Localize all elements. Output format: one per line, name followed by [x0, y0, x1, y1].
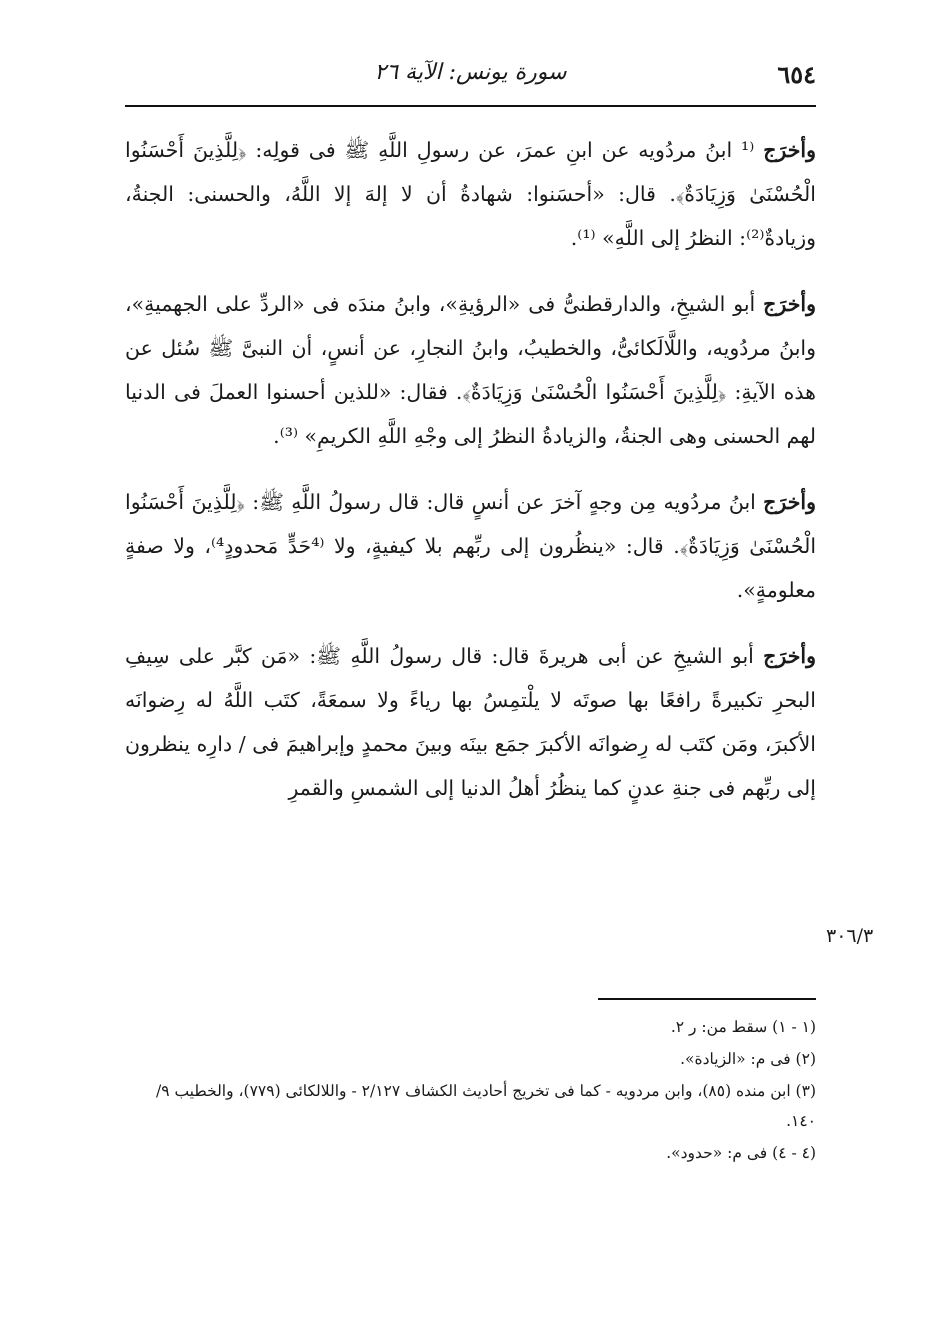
paragraph — [125, 282, 816, 458]
paragraph-text: ابنُ مردُويه مِن وجهٍ آخرَ عن أنسٍ قال: قال رسولُ اللَّهِ ﷺ: ﴿لِلَّذِينَ أَحْسَنُوا الْحُسْنَىٰ وَزِيَادَةٌ﴾. قال: «ينظُرون إلى ربِّهم بلا كيفيةٍ، ولا ⁽⁴حَدٍّ مَحدودٍ⁴⁾، ولا صفةٍ معلومةٍ». — [125, 490, 817, 602]
paragraph-text: أبو الشيخِ عن أبى هريرةَ قال: قال رسولُ اللَّهِ ﷺ: «مَن كبَّر على سِيفِ البحرِ تكبيرةً رافعًا بها صوتَه لا يلْتمِسُ بها رياءً ولا سمعَةً، كتَب اللَّهُ له رِضوانَه الأكبرَ، ومَن كتَب له رِضوانَه الأكبرَ جمَع بينَه وبينَ محمدٍ وإبراهيمَ فى / دارِه ينظرون إلى ربِّهم فى جنةِ عدنٍ كما ينظُرُ أهلُ الدنيا إلى الشمسِ والقمرِ — [125, 644, 816, 800]
footnote-rule — [598, 998, 816, 1000]
paragraph-lead: وأخرَج — [763, 644, 816, 668]
footnote: (٣) ابن منده (٨٥)، وابن مردويه - كما فى تخريج أحاديث الكشاف ٢/١٢٧ - واللالكائى (٧٧٩)، والخطيب ٩/ ١٤٠. — [155, 1082, 816, 1130]
paragraph-lead: وأخرَج — [763, 292, 816, 316]
margin-reference: ٣٠٦/٣ — [826, 925, 874, 947]
footnote: (٢) فى م: «الزيادة». — [680, 1050, 816, 1068]
footnote: (٤ - ٤) فى م: «حدود». — [666, 1144, 816, 1162]
paragraph — [125, 128, 816, 260]
footnote: (١ - ١) سقط من: ر ٢. — [670, 1018, 816, 1036]
page-number: ٦٥٤ — [777, 60, 816, 89]
page-header — [125, 58, 816, 98]
main-text — [125, 128, 816, 832]
paragraph-text: ⁽¹ ابنُ مردُويه عن ابنِ عمرَ، عن رسولِ اللَّهِ ﷺ فى قولِه: ﴿لِلَّذِينَ أَحْسَنُوا الْحُسْنَىٰ وَزِيَادَةٌ﴾. قال: «أحسَنوا: شهادةُ أن لا إلهَ إلا اللَّهُ، والحسنى: الجنةُ، وزيادةٌ⁽²⁾: النظرُ إلى اللَّهِ» ⁽¹⁾. — [125, 138, 816, 250]
paragraph — [125, 480, 816, 612]
footnotes — [125, 1012, 816, 1170]
paragraph-text: أبو الشيخِ، والدارقطنىُّ فى «الرؤيةِ»، وابنُ مندَه فى «الردِّ على الجهميةِ»، وابنُ مردُويه، واللَّالَكائىُّ، والخطيبُ، وابنُ النجارِ، عن أنسٍ، أن النبىَّ ﷺ سُئل عن هذه الآيةِ: ﴿لِلَّذِينَ أَحْسَنُوا الْحُسْنَىٰ وَزِيَادَةٌ﴾. فقال: «للذين أحسنوا العملَ فى الدنيا لهم الحسنى وهى الجنةُ، والزيادةُ النظرُ إلى وجْهِ اللَّهِ الكريمِ» ⁽³⁾. — [125, 292, 816, 448]
running-title: سورة يونس: الآية ٢٦ — [374, 60, 567, 85]
paragraph-lead: وأخرَج — [763, 490, 816, 514]
paragraph — [125, 634, 816, 810]
header-rule — [125, 105, 816, 107]
paragraph-lead: وأخرَج — [763, 138, 816, 162]
